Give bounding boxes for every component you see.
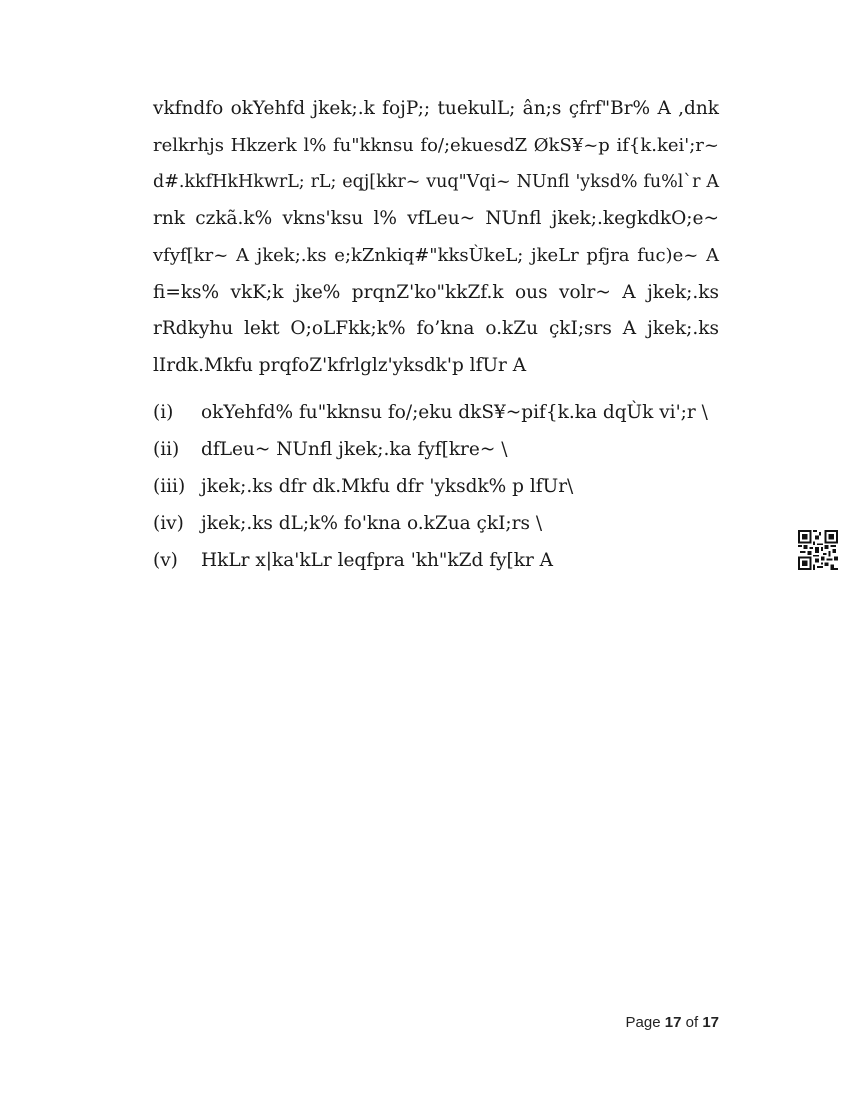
list-item-number: (iii)	[153, 476, 186, 497]
passage-line: lIrdk.Mkfu prqfoZ'kfrlglz'yksdk'p lfUr A	[153, 354, 527, 376]
list-item	[153, 431, 753, 468]
list-item	[153, 468, 753, 505]
list-item-text: okYehfd% fu"kknsu fo/;eku dkS¥~pif{k.ka dqÙk vi';r \	[201, 402, 708, 423]
page-label: Page	[625, 1014, 661, 1031]
list-item-text: dfLeu~ NUnfl jkek;.ka fyf[kre~ \	[201, 439, 508, 460]
list-item-number: (ii)	[153, 439, 180, 460]
page-footer	[626, 1014, 719, 1031]
passage-line: vfyf[kr~ A jkek;.ks e;kZnkiq#"kksÙkeL; jkeLr pfjra fuc)e~ A	[153, 244, 719, 266]
passage-line: relkrhjs Hkzerk l% fu"kknsu fo/;ekuesdZ ØkS¥~p if{k.kei';r~	[153, 134, 719, 156]
page-of-label: of	[685, 1014, 699, 1031]
total-pages-number: 17	[702, 1014, 719, 1031]
passage-line: d#.kkfHkHkwrL; rL; eqj[kkr~ vuq"Vqi~ NUnfl 'yksd% fu%l`r A	[153, 172, 719, 193]
qr-code-icon	[798, 530, 838, 570]
list-item-text: HkLr x|ka'kLr leqfpra 'kh"kZd fy[kr A	[201, 550, 554, 571]
passage-line: vkfndfo okYehfd jkek;.k fojP;; tuekulL; ân;s çfrf"Br% A ,dnk	[153, 98, 719, 119]
passage-paragraph	[153, 91, 719, 385]
question-list	[153, 394, 753, 579]
passage-line: fi=ks% vkK;k jke% prqnZ'ko"kkZf.k ous volr~ A jkek;.ks	[153, 281, 719, 303]
list-item	[153, 505, 753, 542]
passage-line: rRdkyhu lekt O;oLFkk;k% fo’kna o.kZu çkI;srs A jkek;.ks	[153, 318, 719, 340]
list-item-number: (i)	[153, 402, 174, 423]
list-item-text: jkek;.ks dfr dk.Mkfu dfr 'yksdk% p lfUr\	[201, 476, 574, 497]
list-item	[153, 394, 753, 431]
list-item	[153, 542, 753, 579]
current-page-number: 17	[664, 1014, 682, 1031]
passage-line: rnk czkã.k% vkns'ksu l% vfLeu~ NUnfl jkek;.kegkdkO;e~	[153, 208, 719, 230]
list-item-number: (v)	[153, 550, 178, 571]
list-item-text: jkek;.ks dL;k% fo'kna o.kZua çkI;rs \	[201, 513, 543, 534]
list-item-number: (iv)	[153, 513, 184, 534]
